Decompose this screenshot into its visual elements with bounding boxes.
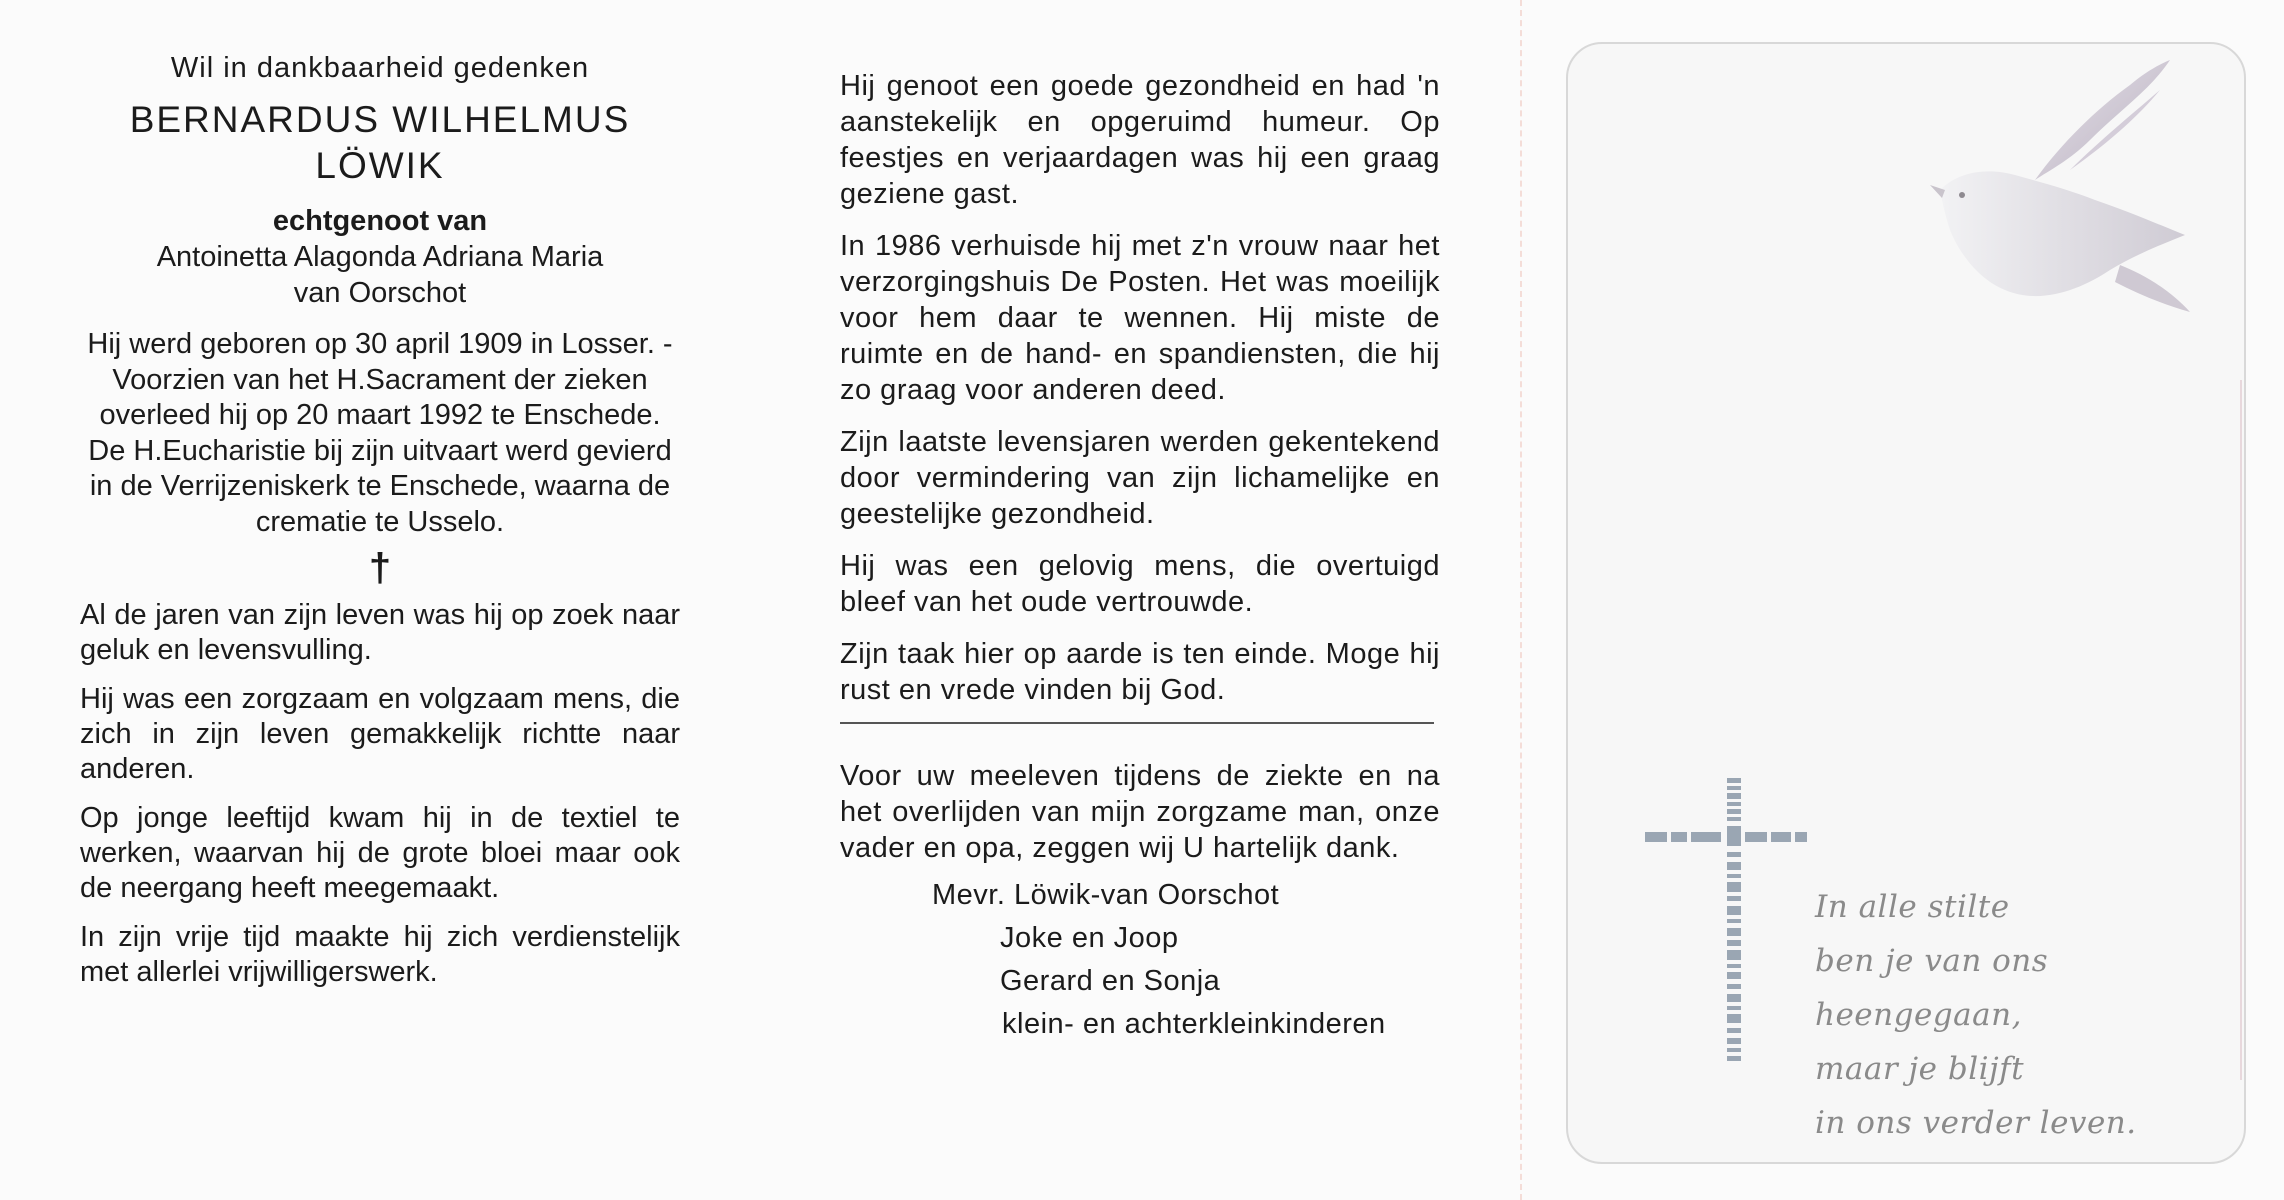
cross-symbol: † [368,546,392,590]
thanks-text: Voor uw meeleven tijdens de ziekte en na het overlijden van mijn zorgzame man, onze vader en opa, zeggen wij U hartelijk dank. [840,760,1440,864]
poem-line: in ons verder leven. [1815,1105,2137,1141]
middle-paragraph: Hij was een gelovig mens, die overtuigd bleef van het oude vertrouwde. [840,550,1440,618]
signature-line: klein- en achterkleinkinderen [1002,1008,1386,1040]
signature-line: Mevr. Löwik-van Oorschot [932,879,1280,911]
left-paragraph: Hij was een zorgzaam en volgzaam mens, die zich in zijn leven gemakkelijk richtte naar anderen. [80,683,680,785]
poem-line: maar je blijft [1815,1051,2025,1087]
middle-paragraph: In 1986 verhuisde hij met z'n vrouw naar het verzorgingshuis De Posten. Het was moeilijk voor hem daar te wennen. Hij miste de ruimte en de hand- en spandiensten, die hij zo graag voor anderen deed. [840,230,1440,406]
cross-icon [1645,778,1825,1108]
left-paragraph: Al de jaren van zijn leven was hij op zoek naar geluk en levensvulling. [80,599,680,666]
poem-line: In alle stilte [1815,889,2010,925]
card-edge-line [2240,380,2242,1080]
poem-text [1815,880,2235,1150]
middle-paragraph: Zijn taak hier op aarde is ten einde. Moge hij rust en vrede vinden bij God. [840,638,1440,706]
left-paragraph: Op jonge leeftijd kwam hij in de textiel te werken, waarvan hij de grote bloei maar ook de neergang heeft meegemaakt. [80,802,680,904]
spouse-label: echtgenoot van [272,205,488,237]
middle-column [840,68,1440,1046]
signature-line: Gerard en Sonja [1000,965,1221,997]
middle-paragraph: Zijn laatste levensjaren werden gekentekend door vermindering van zijn lichamelijke en geestelijke gezondheid. [840,426,1440,530]
deceased-name-first: BERNARDUS WILHELMUS [129,99,631,140]
left-paragraph: In zijn vrije tijd maakte hij zich verdienstelijk met allerlei vrijwilligerswerk. [80,921,680,988]
divider-line [840,722,1434,724]
left-column [80,52,680,990]
spouse-name-line1: Antoinetta Alagonda Adriana Maria [156,241,604,273]
signature-block [840,874,1440,1046]
biography-text: Hij werd geboren op 30 april 1909 in Losser. - Voorzien van het H.Sacrament der zieken overleed hij op 20 maart 1992 te Enschede. De H.Eucharistie bij zijn uitvaart werd gevierd in de Verrijzeniskerk te Enschede, waarna de crematie te Usselo. [87,328,673,538]
middle-paragraph: Hij genoot een goede gezondheid en had 'n aanstekelijk en opgeruimd humeur. Op feestjes en verjaardagen was hij een graag geziene gast. [840,70,1440,210]
spouse-name-line2: van Oorschot [293,277,467,309]
poem-line: ben je van ons heengegaan, [1815,943,2049,1033]
fold-line [1520,0,1522,1200]
signature-line: Joke en Joop [1000,922,1179,954]
dove-icon [1920,50,2200,320]
deceased-name-last: LÖWIK [315,145,445,186]
intro-line: Wil in dankbaarheid gedenken [170,52,590,84]
